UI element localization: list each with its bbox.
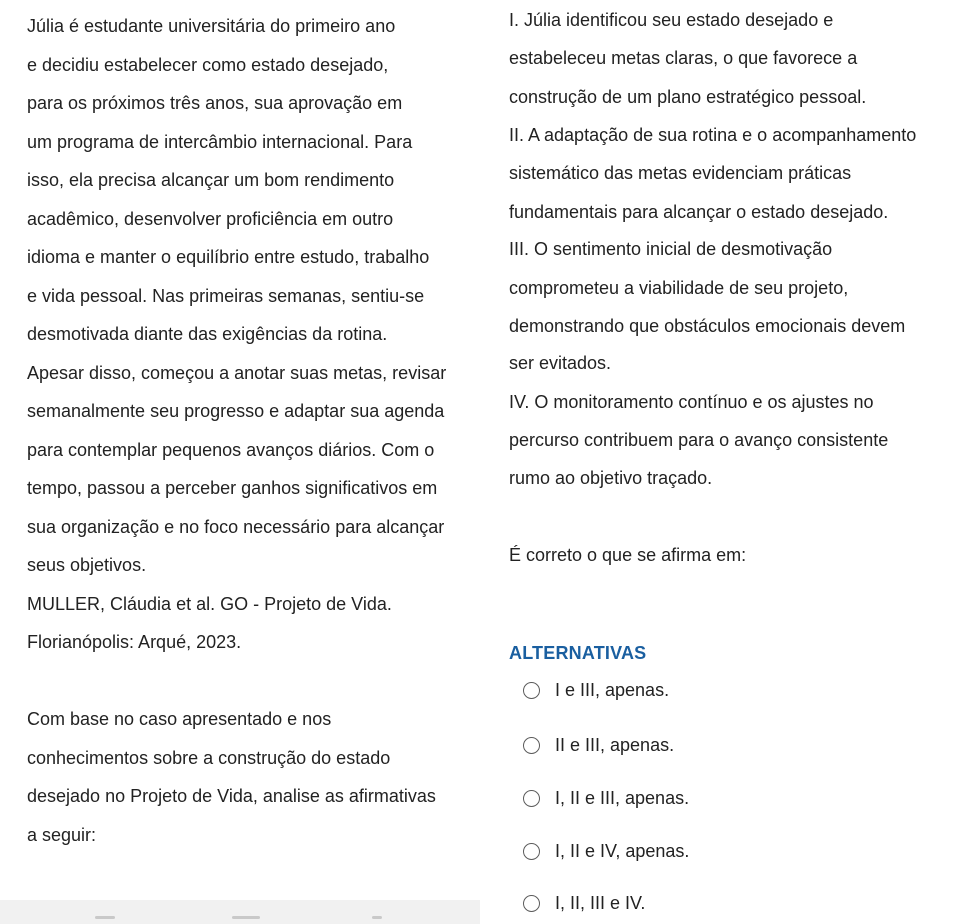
statement-line: IV. O monitoramento contínuo e os ajustes no [509, 392, 874, 412]
alternative-option[interactable] [523, 838, 689, 864]
statement-line: percurso contribuem para o avanço consistente [509, 430, 889, 450]
statement-line: estabeleceu metas claras, o que favorece a [509, 48, 858, 68]
question-text: É correto o que se afirma em: [509, 545, 747, 565]
alternative-label: I, II, III e IV. [555, 893, 646, 913]
case-text-line: idioma e manter o equilíbrio entre estudo, trabalho [27, 247, 430, 267]
case-text-line: e vida pessoal. Nas primeiras semanas, sentiu-se [27, 286, 425, 306]
case-text-line: isso, ela precisa alcançar um bom rendimento [27, 170, 395, 190]
divider [372, 916, 382, 919]
statement-line: II. A adaptação de sua rotina e o acompanhamento [509, 125, 917, 145]
radio-button-icon[interactable] [523, 790, 540, 807]
citation-line: MULLER, Cláudia et al. GO - Projeto de Vida. [27, 594, 392, 614]
alternative-label: II e III, apenas. [555, 735, 675, 755]
radio-button-icon[interactable] [523, 682, 540, 699]
prompt-line: conhecimentos sobre a construção do estado [27, 748, 391, 768]
statement-line: III. O sentimento inicial de desmotivação [509, 239, 833, 259]
case-text-line: acadêmico, desenvolver proficiência em outro [27, 209, 394, 229]
case-text-line: para contemplar pequenos avanços diários. Com o [27, 440, 435, 460]
case-text-line: semanalmente seu progresso e adaptar sua agenda [27, 401, 445, 421]
statement-line: comprometeu a viabilidade de seu projeto, [509, 278, 849, 298]
case-text-line: desmotivada diante das exigências da rotina. [27, 324, 388, 344]
alternative-option[interactable] [523, 890, 645, 916]
statement-line: I. Júlia identificou seu estado desejado e [509, 10, 834, 30]
alternative-label: I, II e IV, apenas. [555, 841, 690, 861]
alternative-label: I e III, apenas. [555, 680, 670, 700]
alternatives-heading: ALTERNATIVAS [509, 643, 647, 663]
statement-line: fundamentais para alcançar o estado desejado. [509, 202, 889, 222]
alternative-option[interactable] [523, 677, 669, 703]
statement-line: ser evitados. [509, 353, 612, 373]
radio-button-icon[interactable] [523, 843, 540, 860]
bottom-strip [0, 900, 480, 924]
divider [232, 916, 260, 919]
radio-button-icon[interactable] [523, 737, 540, 754]
prompt-line: Com base no caso apresentado e nos [27, 709, 332, 729]
statement-line: construção de um plano estratégico pessoal. [509, 87, 867, 107]
statement-line: rumo ao objetivo traçado. [509, 468, 713, 488]
alternative-option[interactable] [523, 785, 689, 811]
case-text-line: e decidiu estabelecer como estado desejado, [27, 55, 389, 75]
radio-button-icon[interactable] [523, 895, 540, 912]
case-text-line: para os próximos três anos, sua aprovação em [27, 93, 403, 113]
statement-line: sistemático das metas evidenciam práticas [509, 163, 852, 183]
alternative-option[interactable] [523, 732, 674, 758]
case-text-line: sua organização e no foco necessário para alcançar [27, 517, 445, 537]
case-text-line: Júlia é estudante universitária do primeiro ano [27, 16, 396, 36]
case-text-line: seus objetivos. [27, 555, 147, 575]
case-text-line: um programa de intercâmbio internacional. Para [27, 132, 413, 152]
statement-line: demonstrando que obstáculos emocionais devem [509, 316, 906, 336]
case-text-line: Apesar disso, começou a anotar suas metas, revisar [27, 363, 447, 383]
alternative-label: I, II e III, apenas. [555, 788, 690, 808]
prompt-line: desejado no Projeto de Vida, analise as afirmativas [27, 786, 436, 806]
divider [95, 916, 115, 919]
case-text-line: tempo, passou a perceber ganhos significativos em [27, 478, 438, 498]
prompt-line: a seguir: [27, 825, 97, 845]
citation-line: Florianópolis: Arqué, 2023. [27, 632, 242, 652]
